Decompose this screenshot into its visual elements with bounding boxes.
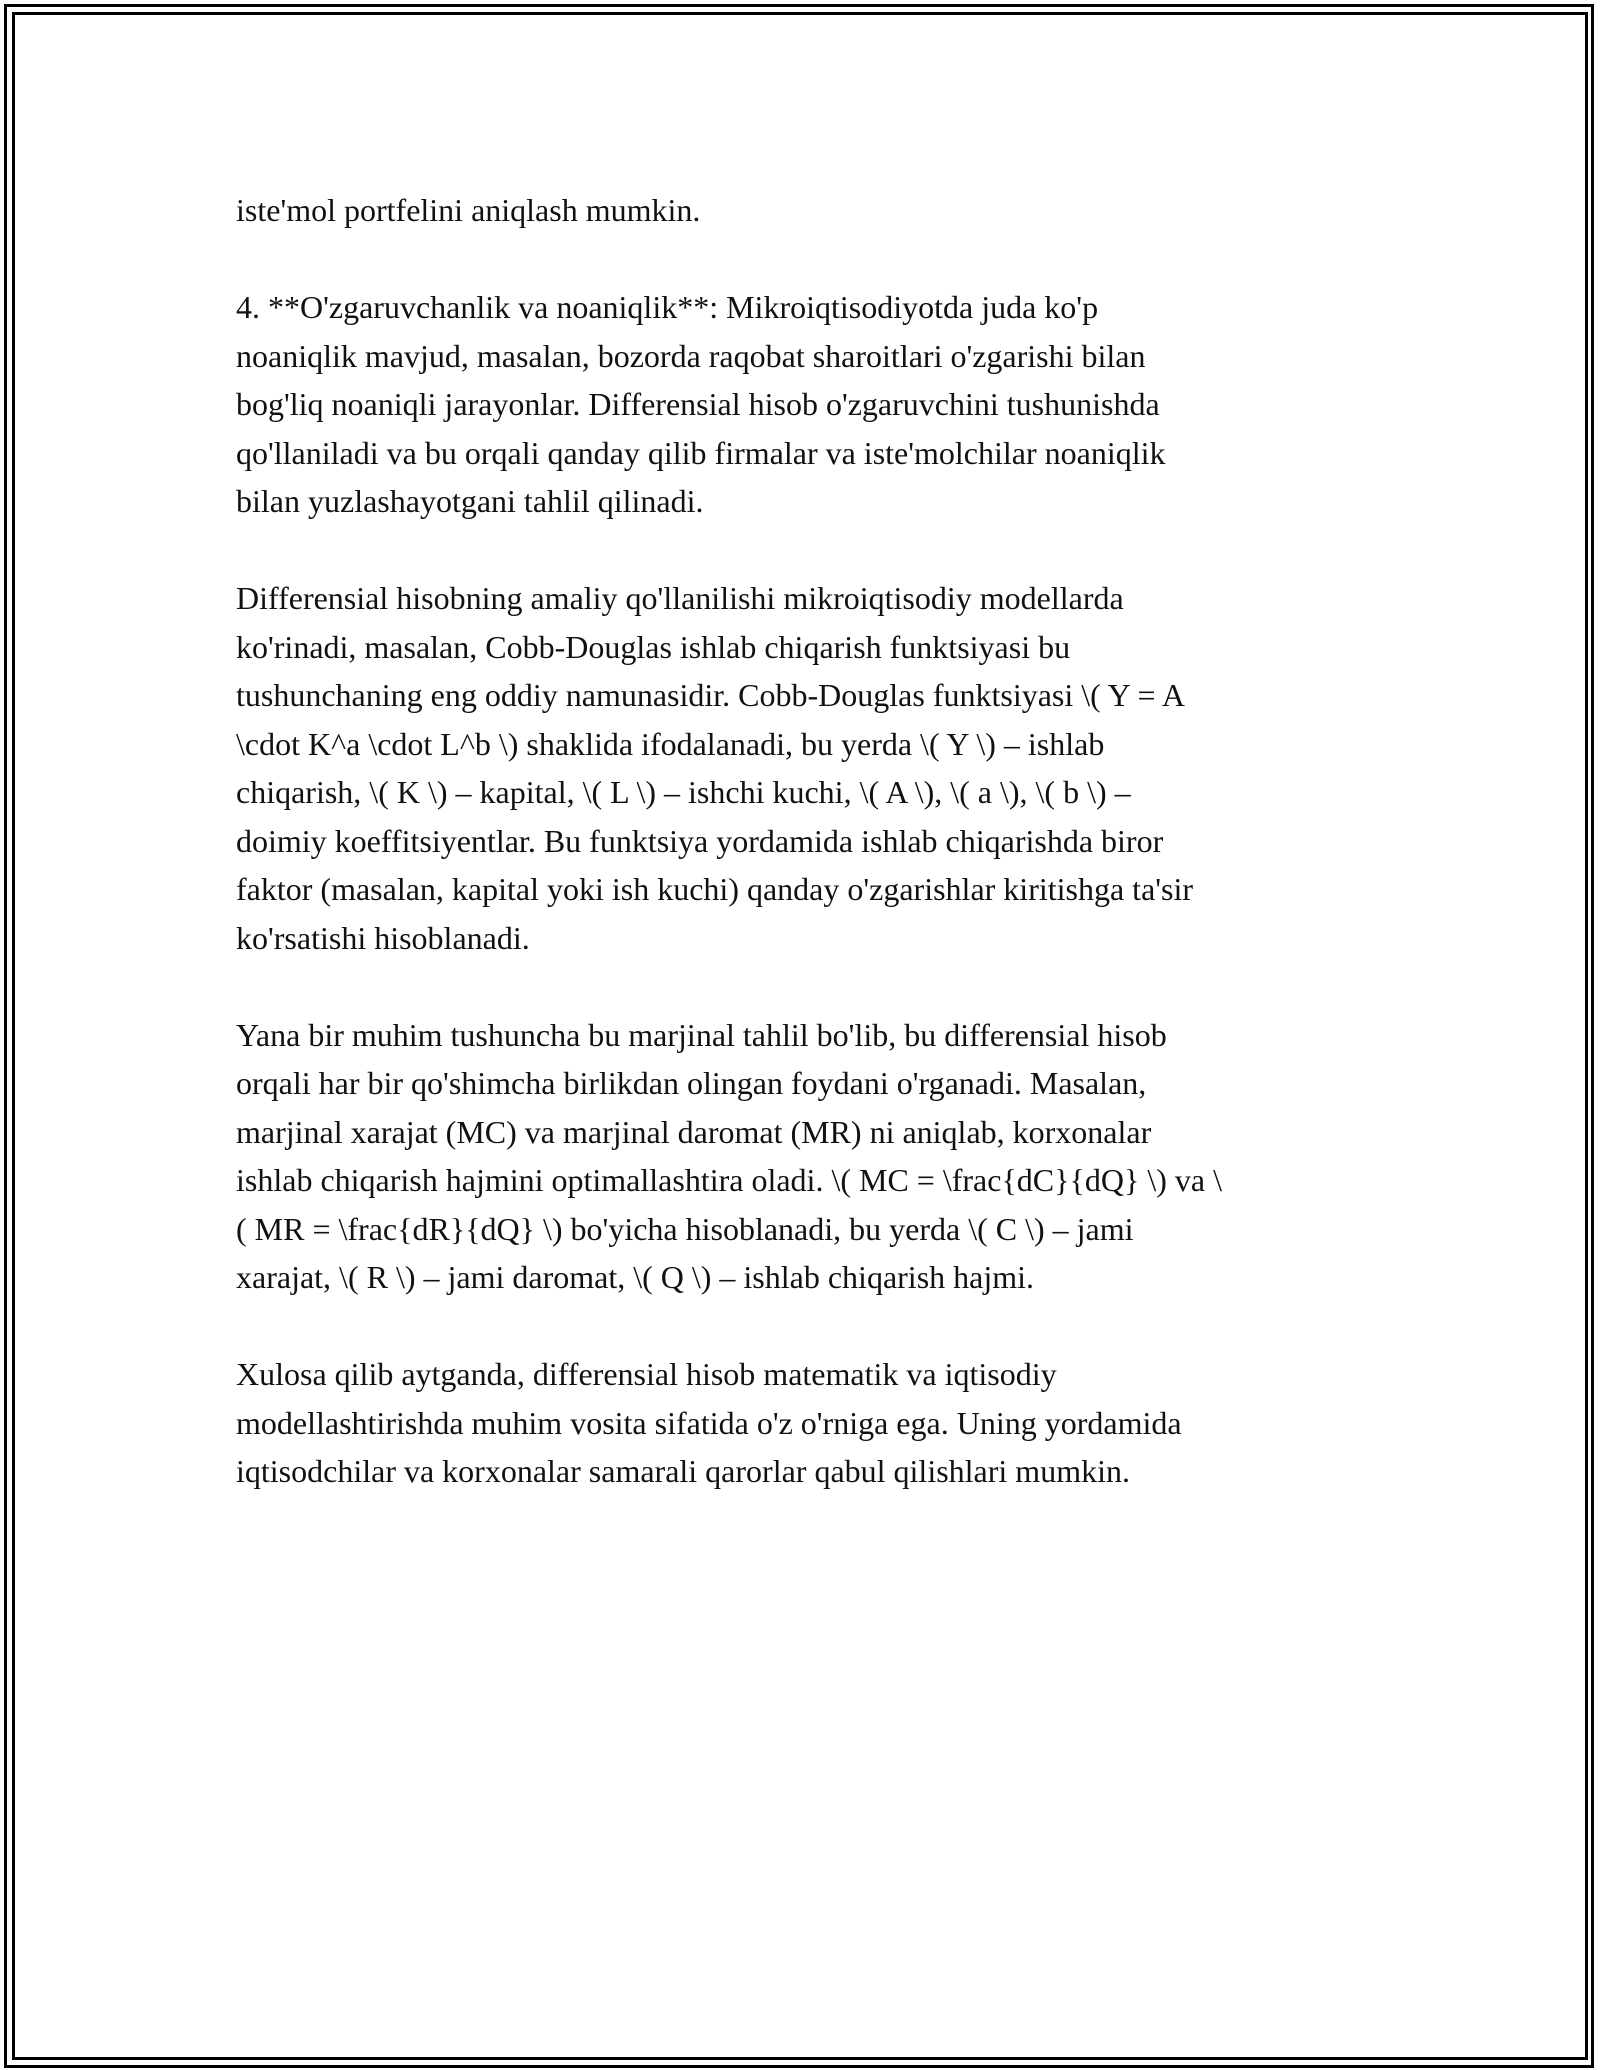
paragraph-marginal-analysis: Yana bir muhim tushuncha bu marjinal tahlil bo'lib, bu differensial hisob orqali har bir qo'shimcha birlikdan olingan foydani o'rganadi. Masalan, marjinal xarajat (MC) va marjinal daromat (MR) ni aniqlab, korxonalar ishlab chiqarish hajmini optimallashtira oladi. \( MC = \frac{dC}{dQ} \) va \ ( MR = \frac{dR}{dQ} \) bo'yicha hisoblanadi, bu yerda \( C \) – jami xarajat, \( R \) – jami daromat, \( Q \) – ishlab chiqarish hajmi. [236, 1016, 1222, 1295]
paragraph-portfolio-end: iste'mol portfelini aniqlash mumkin. [236, 192, 701, 228]
paragraph-cobb-douglas: Differensial hisobning amaliy qo'llanilishi mikroiqtisodiy modellarda ko'rinadi, masalan, Cobb-Douglas ishlab chiqarish funktsiyasi bu tushunchaning eng oddiy namunasidir. Cobb-Douglas funktsiyasi \( Y = A \cdot K^a \cdot L^b \) shaklida ifodalanadi, bu yerda \( Y \) – ishlab chiqarish, \( K \) – kapital, \( L \) – ishchi kuchi, \( A \), \( a \), \( b \) – doimiy koeffitsiyentlar. Bu funktsiya yordamida ishlab chiqarishda biror faktor (masalan, kapital yoki ish kuchi) qanday o'zgarishlar kiritishga ta'sir ko'rsatishi hisoblanadi. [236, 580, 1194, 956]
paragraph-conclusion: Xulosa qilib aytganda, differensial hisob matematik va iqtisodiy modellashtirishda muhim vosita sifatida o'z o'rniga ega. Uning yordamida iqtisodchilar va korxonalar samarali qarorlar qabul qilishlari mumkin. [236, 1356, 1182, 1489]
paragraph-variability-uncertainty: 4. **O'zgaruvchanlik va noaniqlik**: Mikroiqtisodiyotda juda ko'p noaniqlik mavjud, masalan, bozorda raqobat sharoitlari o'zgarishi bilan bog'liq noaniqli jarayonlar. Differensial hisob o'zgaruvchini tushunishda qo'llaniladi va bu orqali qanday qilib firmalar va iste'molchilar noaniqlik bilan yuzlashayotgani tahlil qilinadi. [236, 289, 1166, 519]
document-body [236, 186, 1376, 1544]
